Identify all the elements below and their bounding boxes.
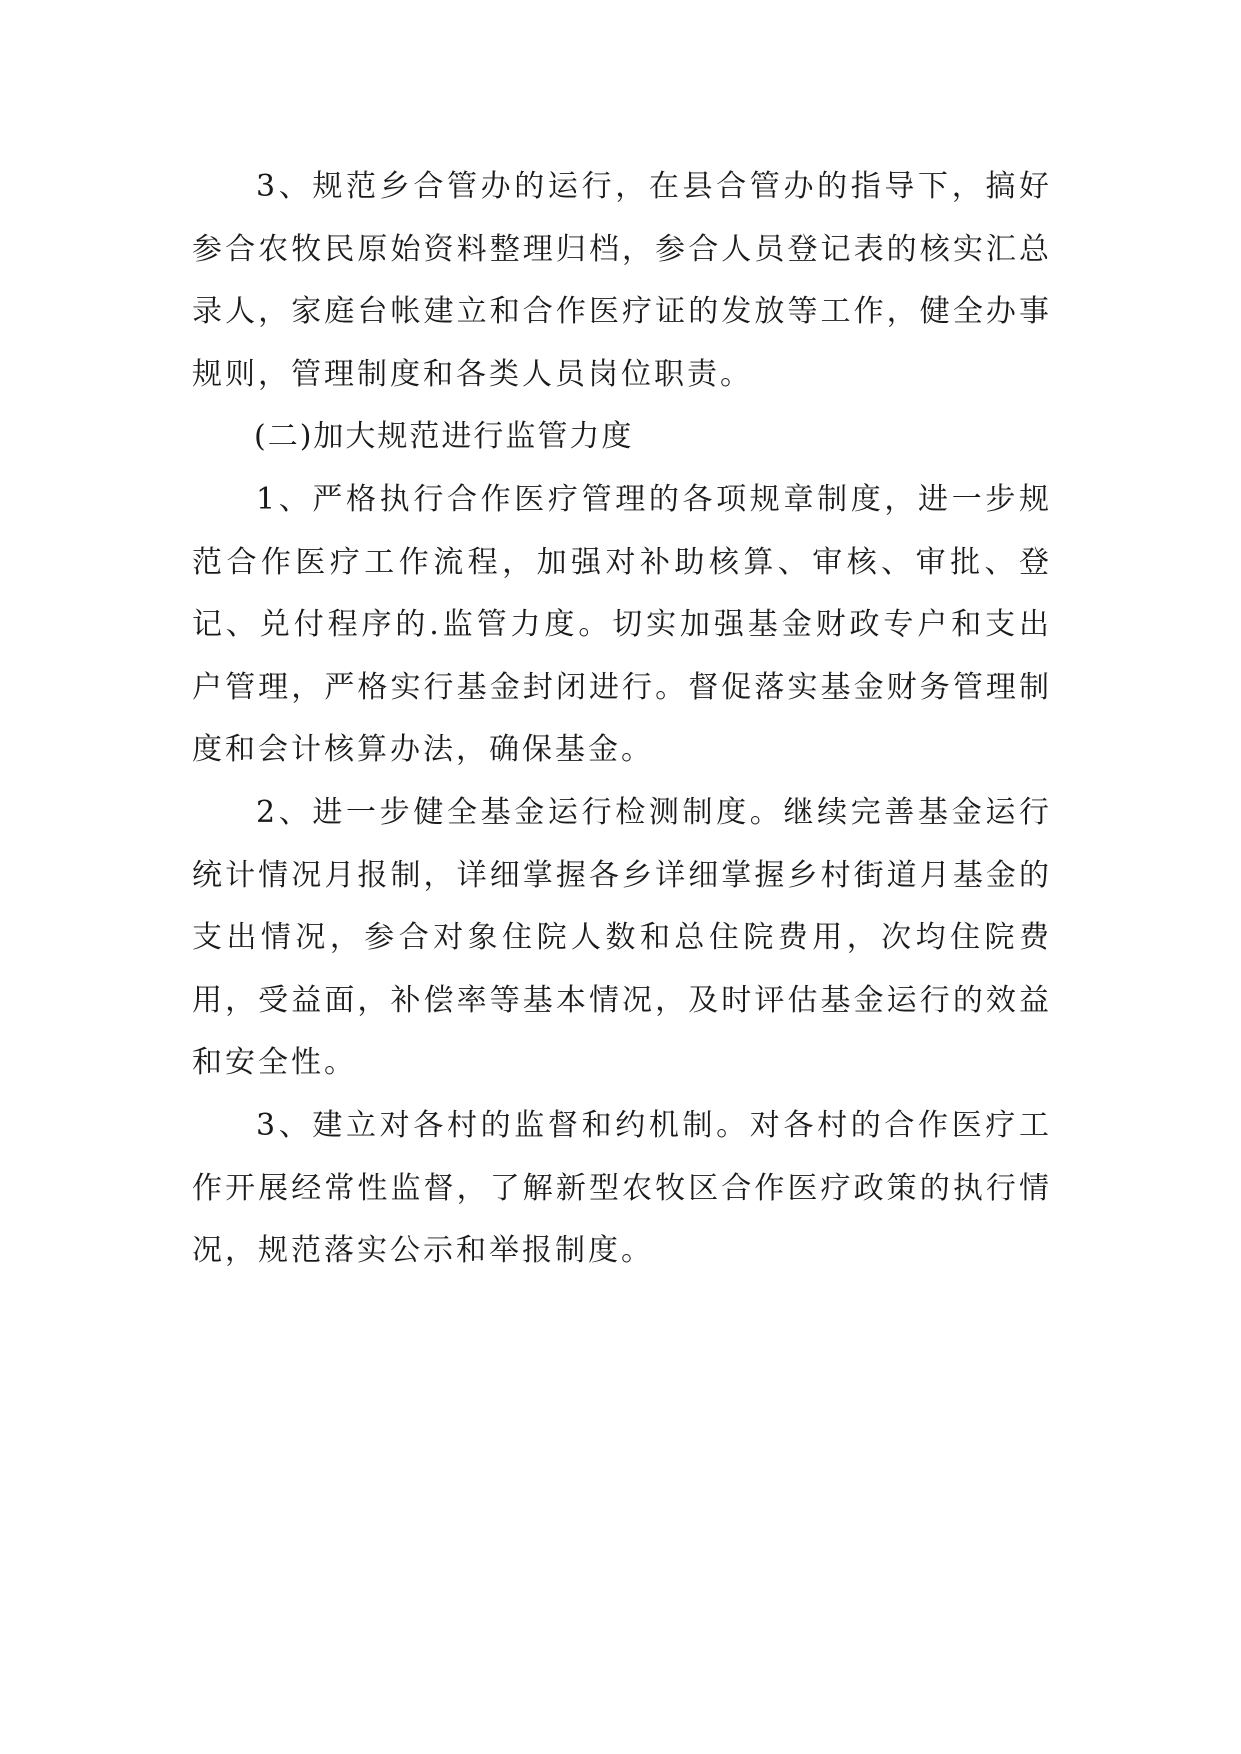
paragraph-village-supervision: 3、建立对各村的监督和约机制。对各村的合作医疗工作开展经常性监督，了解新型农牧区合作医疗政策的执行情况，规范落实公示和举报制度。 bbox=[192, 1107, 1052, 1269]
paragraph-township-office: 3、规范乡合管办的运行，在县合管办的指导下，搞好参合农牧民原始资料整理归档，参合人员登记表的核实汇总录人，家庭台帐建立和合作医疗证的发放等工作，健全办事规则，管理制度和各类人员岗位职责。 bbox=[192, 169, 1052, 392]
document-page bbox=[192, 156, 1052, 1283]
section-heading-supervision: (二)加大规范进行监管力度 bbox=[254, 419, 634, 455]
paragraph-fund-monitoring: 2、进一步健全基金运行检测制度。继续完善基金运行统计情况月报制，详细掌握各乡详细掌握乡村街道月基金的支出情况，参合对象住院人数和总住院费用，次均住院费用，受益面，补偿率等基本情况，及时评估基金运行的效益和安全性。 bbox=[192, 794, 1052, 1081]
paragraph-regulations: 1、严格执行合作医疗管理的各项规章制度，进一步规范合作医疗工作流程，加强对补助核算、审核、审批、登记、兑付程序的.监管力度。切实加强基金财政专户和支出户管理，严格实行基金封闭进行。督促落实基金财务管理制度和会计核算办法，确保基金。 bbox=[192, 481, 1052, 768]
